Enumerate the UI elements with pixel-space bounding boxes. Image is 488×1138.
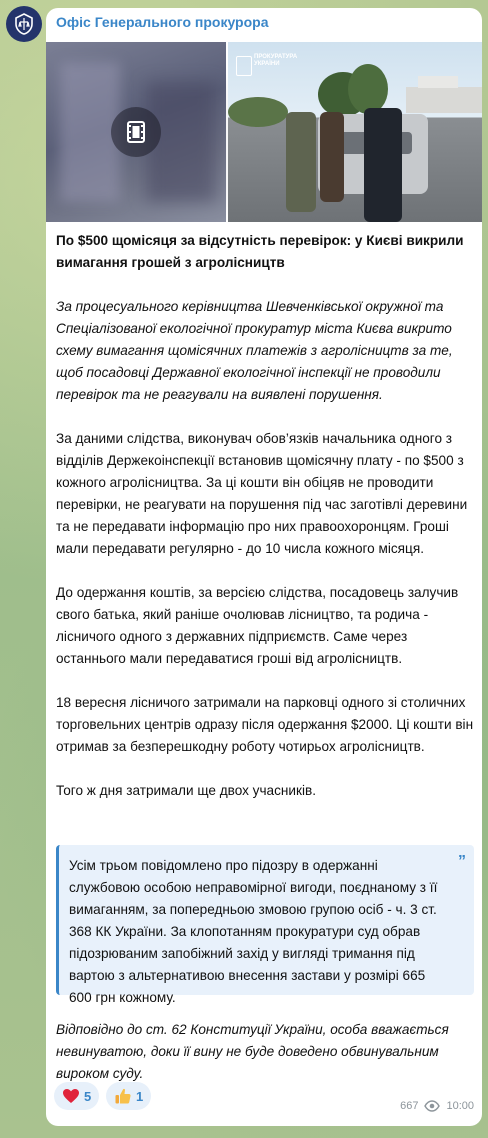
photo-logo-text: ПРОКУРАТУРА УКРАЇНИ [254, 54, 298, 67]
post-paragraph-3: 18 вересня лісничого затримали на парковці одного зі столичних торговельних центрів одразу після одержання $2000. Ці кошти він отримав за безперешкодну роботу чотирьох агролісництв. [56, 695, 474, 754]
blockquote-text: Усім трьом повідомлено про підозру в одержанні службовою особою неправомірної вигоди, поєднаному з її вимаганням, за попередньою змовою групою осіб - ч. 3 ст. 368 КК України. За клопотанням прокуратури суд обрав підозрюваним запобіжний захід у вигляді тримання під вартою з альтернативою внесення застави у розмірі 665 600 грн кожному. [69, 858, 438, 1005]
post-title: По $500 щомісяця за відсутність перевірок: у Києві викрили вимагання грошей з агролісництв [56, 233, 464, 270]
film-icon [125, 120, 147, 144]
eye-icon [424, 1100, 440, 1112]
post-footnote: Відповідно до ст. 62 Конституції України, особа вважається невинуватою, доки її вину не буде доведено обвинувальним вироком суду. [56, 1022, 449, 1081]
reaction-count: 5 [84, 1088, 92, 1104]
message-meta [400, 1100, 474, 1112]
post-paragraph-4: Того ж дня затримали ще двох учасників. [56, 783, 316, 798]
views-count: 667 [400, 1100, 419, 1112]
blockquote [56, 845, 474, 1005]
prosecutor-emblem-icon [11, 11, 37, 37]
video-thumbnail[interactable] [46, 42, 226, 222]
prosecutor-logo-icon [236, 56, 252, 76]
media-grid [46, 42, 482, 222]
thumbs-up-icon [114, 1087, 132, 1105]
post-paragraph-1: За даними слідства, виконувач обов’язків начальника одного з відділів Держекоінспекції встановив щомісячну плату - по $500 з кожного агролісництва. За ці кошти він обіцяв не проводити перевірки, не реагувати на порушення під час заготівлі деревини та не передавати інформацію про них правоохоронцям. Гроші мали передавати регулярно - до 10 числа кожного місяця. [56, 431, 468, 556]
channel-avatar[interactable] [6, 6, 42, 42]
post-intro: За процесуального керівництва Шевченківської окружної та Спеціалізованої екологічної прокуратур міста Києва викрито схему вимагання щомісячних платежів з агролісництв за те, щоб посадовці Державної екологічної інспекції не проводили перевірок та не реагували на виявлені порушення. [56, 299, 453, 402]
message-time: 10:00 [446, 1100, 474, 1112]
heart-icon [62, 1088, 80, 1104]
photo-thumbnail[interactable] [228, 42, 482, 222]
reaction-thumbs-up[interactable] [106, 1082, 151, 1110]
video-play-button[interactable] [111, 107, 161, 157]
reaction-count: 1 [136, 1088, 144, 1104]
reaction-heart[interactable] [54, 1082, 99, 1110]
post-paragraph-2: До одержання коштів, за версією слідства, посадовець залучив свого батька, який раніше очолював лісництво, та родича - лісничого одного з державних підприємств. Саме через останнього мали передаватися гроші від агролісництв. [56, 585, 459, 666]
channel-name[interactable]: Офіс Генерального прокурора [56, 14, 269, 30]
post-body [56, 230, 476, 802]
quote-icon: ” [458, 853, 466, 870]
